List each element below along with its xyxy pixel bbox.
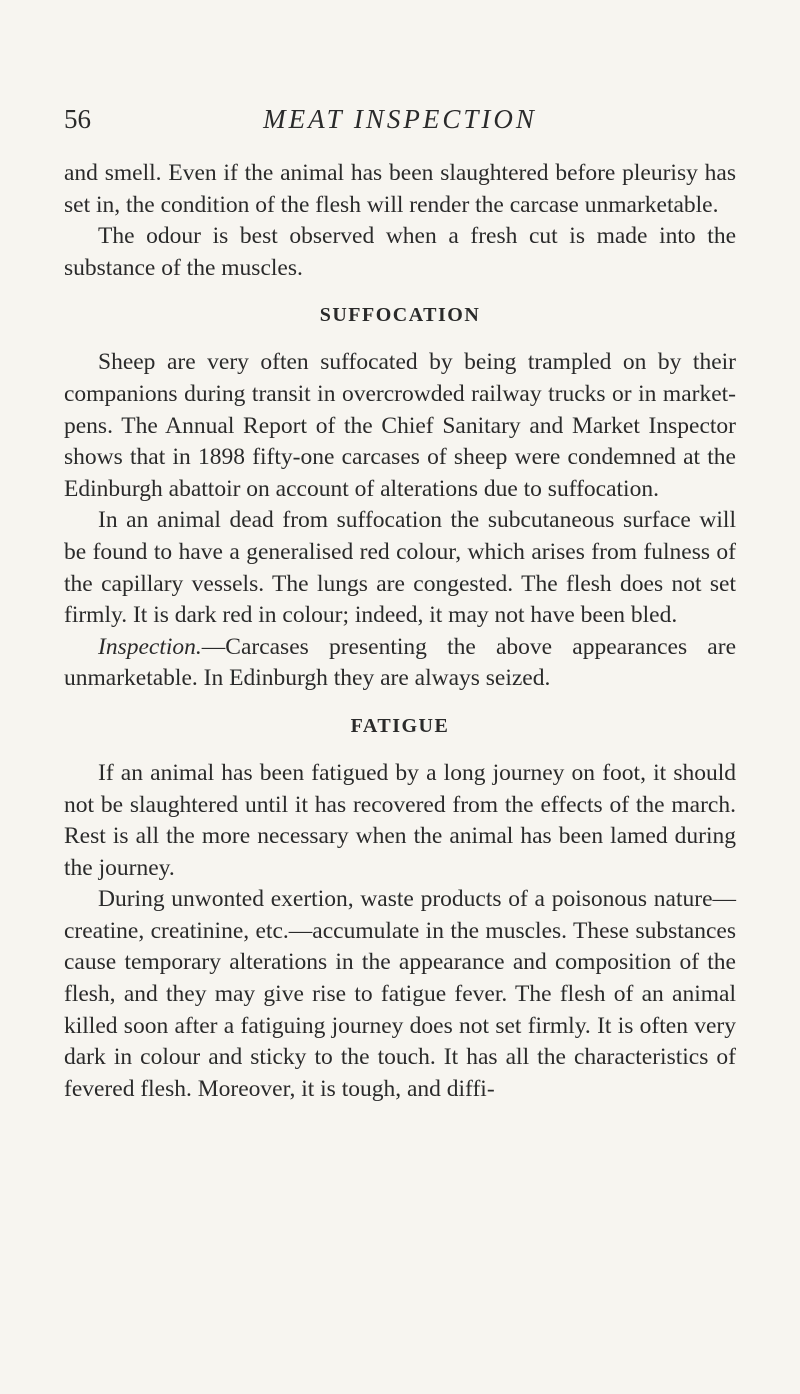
body-text — [64, 158, 736, 1105]
paragraph-suffocation-signs: In an animal dead from suffocation the subcutaneous surface will be found to have a generalised red colour, which arises from fulness of the capillary vessels. The lungs are congested. The flesh does not set firmly. It is dark red in colour; indeed, it may not have been bled. — [64, 507, 736, 629]
running-title: MEAT INSPECTION — [263, 104, 537, 134]
paragraph-odour: The odour is best observed when a fresh cut is made into the substance of the muscles. — [64, 223, 736, 281]
page-number: 56 — [64, 104, 91, 134]
running-head — [64, 102, 736, 142]
paragraph-suffocation-sheep: Sheep are very often suffocated by being trampled on by their companions during transit in overcrowded railway trucks or in market-pens. The Annual Report of the Chief Sanitary and Market Inspector shows that in 1898 fifty-one carcases of sheep were condemned at the Edinburgh abattoir on account of alterations due to suffocation. — [64, 349, 736, 502]
paragraph-suffocation-inspection — [64, 632, 736, 695]
section-heading-fatigue: FATIGUE — [350, 714, 450, 737]
run-in-heading-inspection: Inspection. — [98, 633, 202, 660]
section-heading-suffocation: SUFFOCATION — [319, 304, 481, 327]
inspection-text: —Carcases presenting the above appearances are unmarketable. In Edinburgh they are always seized. — [64, 633, 736, 692]
paragraph-fatigue-rest: If an animal has been fatigued by a long journey on foot, it should not be slaughtered until it has recovered from the effects of the march. Rest is all the more necessary when the animal has been lamed during the journey. — [64, 759, 736, 881]
paragraph-fatigue-exertion: During unwonted exertion, waste products of a poisonous nature—creatine, creatinine, etc.—accumulate in the muscles. These substances cause temporary alterations in the appearance and composition of the flesh, and they may give rise to fatigue fever. The flesh of an animal killed soon after a fatiguing journey does not set firmly. It is often very dark in colour and sticky to the touch. It has all the characteristics of fevered flesh. Moreover, it is tough, and diffi- — [64, 886, 736, 1102]
paragraph-pleurisy-end: and smell. Even if the animal has been slaughtered before pleurisy has set in, the condition of the flesh will render the carcase unmarketable. — [64, 160, 736, 218]
